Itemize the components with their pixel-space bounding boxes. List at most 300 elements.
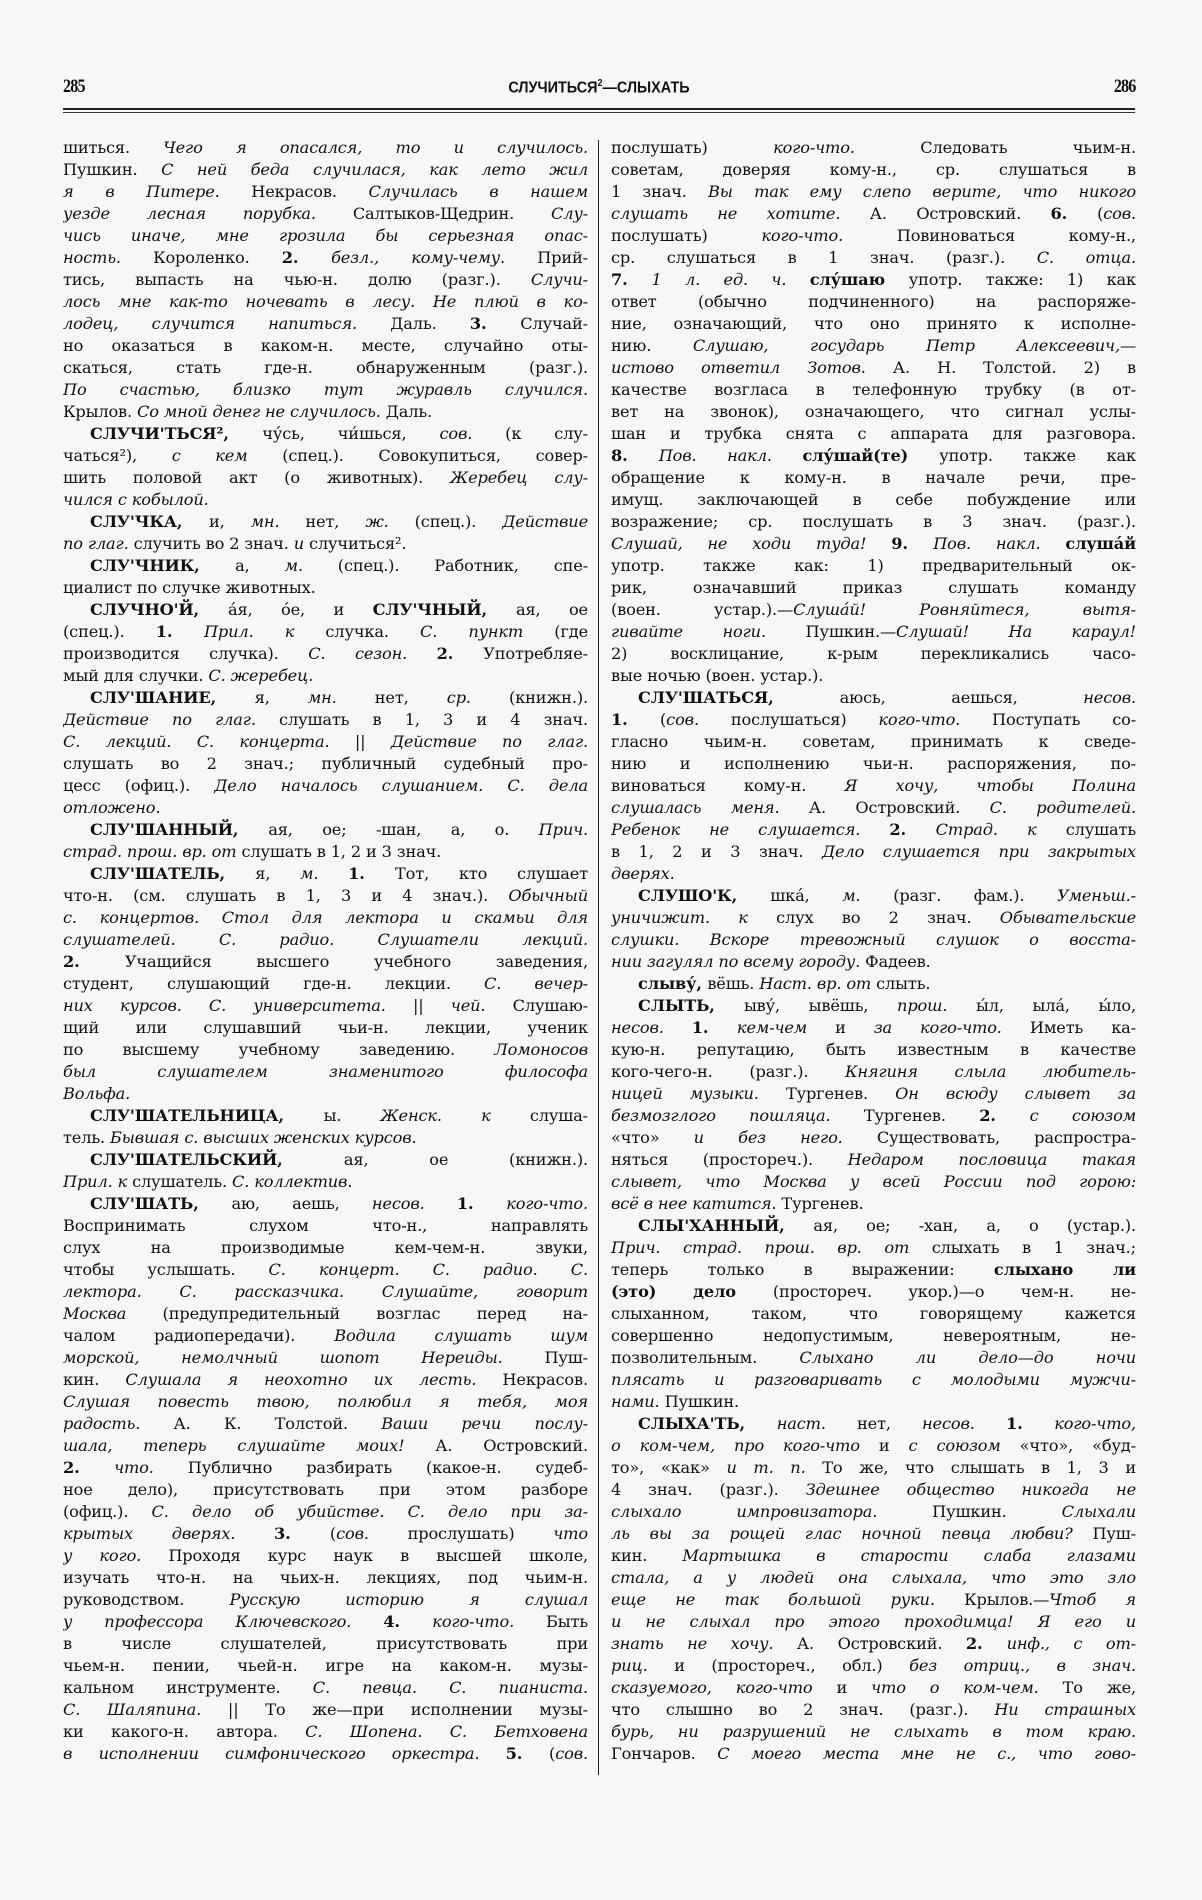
italic-text: слушалась меня.	[611, 798, 809, 817]
regular-text: А. К. Толстой.	[173, 1414, 382, 1433]
regular-text: (	[549, 1744, 556, 1763]
text-line	[63, 1369, 588, 1391]
text-line	[63, 1303, 588, 1325]
regular-text: и	[878, 1436, 909, 1455]
text-line	[611, 841, 1136, 863]
regular-text: производится случка).	[63, 644, 309, 663]
text-line	[611, 1127, 1136, 1149]
italic-text: сказуемого, кого-что	[611, 1678, 837, 1697]
regular-text: слыхать в 1 знач.;	[931, 1238, 1136, 1257]
text-line	[611, 1611, 1136, 1633]
text-line	[63, 1633, 588, 1655]
text-line	[611, 379, 1136, 401]
text-line	[63, 731, 588, 753]
regular-text: употр. также как	[939, 446, 1136, 465]
italic-text: Жеребец слу-	[450, 468, 588, 487]
regular-text: А. Н. Толстой. 2) в	[892, 358, 1136, 377]
regular-text: щий или слушавший чьи-н. лекции, ученик	[63, 1018, 588, 1037]
text-line	[63, 203, 588, 225]
italic-text: кого-что,	[1054, 1414, 1136, 1433]
italic-text: Слушай! На караул!	[896, 622, 1136, 641]
regular-text: а,	[235, 556, 285, 575]
regular-text: послушать)	[611, 226, 762, 245]
italic-text: С. отца.	[1036, 248, 1136, 267]
regular-text: А. Островский.	[435, 1436, 588, 1455]
regular-text: возражение; ср. послушать в 3 знач. (разг.).	[611, 512, 1136, 531]
regular-text: Тургенев.	[781, 1194, 864, 1213]
regular-text: А. Островский.	[869, 204, 1051, 223]
text-line	[63, 137, 588, 159]
italic-text: Прич.	[538, 820, 588, 839]
regular-text: Некрасов.	[502, 1370, 588, 1389]
regular-text: ное дело), присутствовать при этом разборе	[63, 1480, 588, 1499]
text-line	[63, 753, 588, 775]
text-line	[611, 1347, 1136, 1369]
regular-text: и	[835, 1018, 874, 1037]
text-line	[63, 1457, 588, 1479]
italic-text: сов.	[555, 1744, 588, 1763]
text-line	[63, 1347, 588, 1369]
italic-text: Слушай, не ходи туда!	[611, 534, 892, 553]
text-line	[611, 599, 1136, 621]
italic-text: и без него.	[693, 1128, 877, 1147]
text-line	[63, 1281, 588, 1303]
text-line	[63, 357, 588, 379]
text-line	[63, 1413, 588, 1435]
regular-text: (спец.). Работник, спе-	[337, 556, 588, 575]
text-line	[611, 313, 1136, 335]
headword-bold-text: СЛУ'ЧКА,	[90, 512, 209, 531]
italic-text: Он всюду слывет за	[895, 1084, 1136, 1103]
text-line	[611, 1435, 1136, 1457]
page-number-right: 286	[1113, 76, 1135, 97]
text-line	[63, 775, 588, 797]
italic-text: о ком-чем, про кого-что	[611, 1436, 879, 1455]
italic-text: у кого.	[63, 1546, 169, 1565]
text-line	[611, 1259, 1136, 1281]
regular-text: Некрасов.	[251, 182, 369, 201]
text-line	[63, 1391, 588, 1413]
italic-text: Прил. к	[203, 622, 326, 641]
headword-bold-text: 2.	[889, 820, 936, 839]
regular-text: (спец.). Совокупиться, совер-	[282, 446, 588, 465]
italic-text: сов.	[1103, 204, 1136, 223]
headword-bold-text: 9.	[891, 534, 934, 553]
regular-text: я,	[254, 688, 308, 707]
text-line	[63, 951, 588, 973]
italic-text: м.	[300, 864, 349, 883]
headword-bold-text: СЛУ'ШАТЕЛЬНИЦА,	[90, 1106, 324, 1125]
regular-text: кальном инструменте.	[63, 1678, 313, 1697]
regular-text: То же, что слышать в 1, 3 и	[822, 1458, 1136, 1477]
regular-text: слух на производимые кем-чем-н. звуки,	[63, 1238, 588, 1257]
italic-text: Слушая повесть твою, полюбил я тебя, моя	[63, 1392, 588, 1411]
italic-text: нии загулял по всему городу.	[611, 952, 866, 971]
regular-text: Учащийся высшего учебного заведения,	[124, 952, 588, 971]
text-line	[63, 1325, 588, 1347]
text-line	[611, 973, 1136, 995]
italic-text: С. коллектив.	[231, 1172, 353, 1191]
regular-text: Иметь ка-	[1029, 1018, 1136, 1037]
regular-text: (	[329, 1524, 337, 1543]
italic-text: С. Шаляпина.	[63, 1700, 228, 1719]
italic-text: и не слыхал про этого проходимца! Я его и	[611, 1612, 1136, 1631]
regular-text: я,	[255, 864, 301, 883]
text-line	[611, 1721, 1136, 1743]
headword-bold-text: СЛЫТЬ,	[638, 996, 744, 1015]
headword-bold-text: СЛУШО'К,	[638, 886, 771, 905]
italic-text: С. дело об убийстве. С. дело при за-	[151, 1502, 588, 1521]
text-line	[63, 995, 588, 1017]
regular-text: обращение к кому-н. в начале речи, пре-	[611, 468, 1136, 487]
headword-bold-text: 8.	[611, 446, 659, 465]
text-line	[611, 863, 1136, 885]
regular-text: случиться².	[309, 534, 407, 553]
text-line	[63, 445, 588, 467]
headword-bold-text: 3.	[274, 1524, 330, 1543]
text-line	[63, 225, 588, 247]
text-line	[611, 1325, 1136, 1347]
headword-bold-text: слу́шаю	[809, 270, 909, 289]
italic-text: без отриц., в знач.	[909, 1656, 1136, 1675]
column-divider	[598, 140, 599, 1775]
regular-text: тись, выпасть на чью-н. долю (разг.).	[63, 270, 531, 289]
text-line	[63, 1677, 588, 1699]
regular-text: ы́л, ыла́, ы́ло,	[975, 996, 1136, 1015]
text-line	[611, 159, 1136, 181]
italic-text: и	[293, 534, 309, 553]
text-line	[63, 1171, 588, 1193]
regular-text: Тот, кто слушает	[395, 864, 588, 883]
regular-text: А. Островский.	[808, 798, 990, 817]
italic-text: Чтоб я	[1049, 1590, 1136, 1609]
regular-text: Пушкин.—	[805, 622, 897, 641]
text-line	[63, 511, 588, 533]
regular-text: тель.	[63, 1128, 111, 1147]
text-line	[611, 929, 1136, 951]
italic-text: лось мне как-то ночевать в лесу. Не плюй в ко-	[63, 292, 588, 311]
regular-text: ы.	[323, 1106, 381, 1125]
regular-text: что слышно во 2 знач. (разг.).	[611, 1700, 995, 1719]
headword-bold-text: 2.	[979, 1106, 1030, 1125]
regular-text: в 1, 2 и 3 знач.	[611, 842, 822, 861]
page-number-left: 285	[63, 76, 85, 97]
italic-text: Случилась в нашем	[368, 182, 588, 201]
regular-text: Фадеев.	[865, 952, 931, 971]
text-line	[611, 401, 1136, 423]
text-line	[63, 335, 588, 357]
headword-bold-text: СЛУ'ШАНИЕ,	[90, 688, 255, 707]
regular-text: Даль.	[390, 314, 470, 333]
text-line	[611, 731, 1136, 753]
text-line	[611, 1215, 1136, 1237]
regular-text: То же,	[1062, 1678, 1136, 1697]
italic-text: С. вечер-	[484, 974, 588, 993]
headword-bold-text: СЛЫХА'ТЬ,	[638, 1414, 777, 1433]
text-line	[611, 1655, 1136, 1677]
regular-text: Следовать чьим-н.	[920, 138, 1136, 157]
regular-text: Крылов.—	[964, 1590, 1050, 1609]
regular-text: виноваться кому-н.	[611, 776, 845, 795]
regular-text: послушать)	[611, 138, 774, 157]
text-line	[63, 533, 588, 555]
text-line	[63, 1237, 588, 1259]
regular-text: няться (простореч.).	[611, 1150, 848, 1169]
regular-text: Проходя курс наук в высшей школе,	[168, 1546, 588, 1565]
italic-text: безл., кому-чему.	[331, 248, 538, 267]
regular-text: ответ (обычно подчиненного) на распоряже-	[611, 292, 1136, 311]
headword-bold-text: 1.	[691, 1018, 737, 1037]
regular-text: (спец.).	[414, 512, 503, 531]
text-line	[611, 1105, 1136, 1127]
italic-text: в исполнении симфонического оркестра.	[63, 1744, 506, 1763]
regular-text: ая, ое; -шан, а, о.	[268, 820, 539, 839]
italic-text: стала, а у людей она слыхала, что это зло	[611, 1568, 1136, 1587]
regular-text: нет,	[374, 688, 447, 707]
italic-text: уезде лесная порубка.	[63, 204, 353, 223]
regular-text: по высшему учебному заведению.	[63, 1040, 495, 1059]
regular-text: Пуш-	[544, 1348, 588, 1367]
italic-text: Мартышка в старости слаба глазами	[682, 1546, 1136, 1565]
regular-text: кин.	[63, 1370, 126, 1389]
headword-bold-text: 1.	[1005, 1414, 1055, 1433]
italic-text: риц.	[611, 1656, 675, 1675]
regular-text: нию.	[611, 336, 693, 355]
italic-text: Пов. накл.	[933, 534, 1066, 553]
text-line	[63, 1061, 588, 1083]
italic-text: прош.	[897, 996, 976, 1015]
text-line	[611, 1457, 1136, 1479]
left-column	[63, 137, 588, 1765]
regular-text: ки какого-н. автора.	[63, 1722, 306, 1741]
regular-text: (спец.).	[63, 622, 156, 641]
regular-text: шить половой акт (о животных).	[63, 468, 451, 487]
regular-text: и,	[208, 512, 251, 531]
regular-text: Тургенев.	[863, 1106, 980, 1125]
regular-text: ||	[412, 996, 451, 1015]
text-line	[63, 181, 588, 203]
headword-bold-text: 2.	[965, 1634, 1007, 1653]
regular-text: но оказаться в каком-н. месте, случайно оты-	[63, 336, 588, 355]
regular-text: вые ночью (воен. устар.).	[611, 666, 824, 685]
running-title-superscript: 2	[597, 78, 603, 89]
text-line	[63, 555, 588, 577]
text-line	[611, 555, 1136, 577]
italic-text: ницей музыки.	[611, 1084, 786, 1103]
text-line	[63, 709, 588, 731]
italic-text: Прил. к	[63, 1172, 133, 1191]
text-line	[63, 291, 588, 313]
headword-bold-text: СЛУ'ШАТЬСЯ,	[638, 688, 840, 707]
running-title	[117, 78, 1082, 97]
regular-text: слыть.	[876, 974, 931, 993]
regular-text: (предупредительный возглас перед на-	[162, 1304, 588, 1323]
italic-text: С. жеребец.	[208, 666, 314, 685]
text-line	[611, 643, 1136, 665]
italic-text: кого-что.	[432, 1612, 547, 1631]
italic-text: Слуша́й! Ровняйтеся, вытя-	[793, 600, 1136, 619]
regular-text: нет,	[857, 1414, 923, 1433]
italic-text: кого-что.	[506, 1194, 588, 1213]
regular-text: ср. слушаться в 1 знач. (разг.).	[611, 248, 1037, 267]
text-line	[611, 335, 1136, 357]
headword-bold-text: 1.	[456, 1194, 507, 1213]
text-line	[611, 951, 1136, 973]
headword-bold-text: СЛЫ'ХАННЫЙ,	[638, 1216, 814, 1235]
regular-text: чу́сь, чи́шься,	[262, 424, 440, 443]
text-line	[63, 247, 588, 269]
italic-text: несов.	[1083, 688, 1136, 707]
text-line	[63, 973, 588, 995]
headword-bold-text: СЛУЧНО'Й,	[90, 600, 228, 619]
italic-text: у профессора Ключевского.	[63, 1612, 384, 1631]
regular-text: изучать что-н. на чьих-н. лекциях, под чьим-н.	[63, 1568, 588, 1587]
text-line	[611, 225, 1136, 247]
regular-text: (офиц.).	[63, 1502, 152, 1521]
regular-text: случка.	[325, 622, 420, 641]
italic-text: них курсов. С. университета.	[63, 996, 413, 1015]
italic-text: Со мной денег не случилось.	[137, 402, 386, 421]
regular-text: || То же—при исполнении музы-	[227, 1700, 588, 1719]
italic-text: нами.	[611, 1392, 665, 1411]
text-line	[63, 1193, 588, 1215]
italic-text: Здешнее общество никогда не	[805, 1480, 1136, 1499]
italic-text: Слу-	[551, 204, 588, 223]
italic-text: кем-чем	[736, 1018, 836, 1037]
italic-text: ср.	[446, 688, 510, 707]
running-title-start: СЛУЧИТЬСЯ	[508, 79, 598, 97]
italic-text: ность.	[63, 248, 154, 267]
text-line	[63, 885, 588, 907]
headword-bold-text: слу́шай(те)	[802, 446, 940, 465]
regular-text: кин.	[611, 1546, 683, 1565]
text-line	[611, 1083, 1136, 1105]
regular-text: Короленко.	[153, 248, 282, 267]
headword-bold-text: СЛУ'ШАТЕЛЬСКИЙ,	[90, 1150, 344, 1169]
regular-text: слушать во 2 знач.; публичный судебный про-	[63, 754, 588, 773]
text-line	[63, 1479, 588, 1501]
text-line	[611, 1633, 1136, 1655]
regular-text: Прий-	[537, 248, 588, 267]
italic-text: чился с кобылой.	[63, 490, 209, 509]
headword-bold-text: 7.	[611, 270, 652, 289]
text-line	[611, 357, 1136, 379]
regular-text: Гончаров.	[611, 1744, 718, 1763]
regular-text: употр. также как: 1) предварительный ок-	[611, 556, 1136, 575]
regular-text: цесс (офиц.).	[63, 776, 215, 795]
headword-bold-text: 3.	[469, 314, 521, 333]
regular-text: (	[659, 710, 667, 729]
regular-text: (простореч. укор.)—о чем-н. не-	[772, 1282, 1136, 1301]
italic-text: По счастью, близко тут журавль случился.	[63, 380, 588, 399]
italic-text: Ваши речи послу-	[381, 1414, 588, 1433]
headword-bold-text: 5.	[505, 1744, 550, 1763]
headword-bold-text: СЛУЧИ'ТЬСЯ²,	[90, 424, 263, 443]
text-line	[63, 489, 588, 511]
text-line	[611, 1523, 1136, 1545]
italic-text: несов.	[611, 1018, 692, 1037]
italic-text: кого-что.	[773, 138, 921, 157]
regular-text: Публично разбирать (какое-н. судеб-	[187, 1458, 588, 1477]
text-line	[63, 1127, 588, 1149]
text-line	[63, 1259, 588, 1281]
italic-text: я в Питере.	[63, 182, 252, 201]
regular-text: аю, аешь,	[231, 1194, 372, 1213]
italic-text: был слушателем знаменитого философа	[63, 1062, 588, 1081]
italic-text: Слыхали	[1061, 1502, 1136, 1521]
italic-text: Обычный	[508, 886, 588, 905]
regular-text: что-н. (см. слушать в 1, 3 и 4 знач.).	[63, 886, 509, 905]
italic-text: ж.	[365, 512, 415, 531]
headword-bold-text: СЛУ'ШАННЫЙ,	[90, 820, 269, 839]
italic-text: Обывательские	[999, 908, 1136, 927]
regular-text: позволительным.	[611, 1348, 800, 1367]
text-line	[611, 797, 1136, 819]
italic-text: Случи-	[530, 270, 588, 289]
regular-text: Слушаю-	[512, 996, 588, 1015]
italic-text: Действие по глаг.	[63, 710, 280, 729]
italic-text: отложено.	[63, 798, 161, 817]
regular-text: прослушать)	[407, 1524, 554, 1543]
regular-text: ая, ое (книжн.).	[343, 1150, 588, 1169]
text-line	[611, 1677, 1136, 1699]
headword-bold-text: СЛУ'ЧНЫЙ,	[372, 600, 516, 619]
text-line	[63, 577, 588, 599]
text-line	[611, 137, 1136, 159]
headword-bold-text: 2.	[436, 644, 484, 663]
regular-text: слуша-	[529, 1106, 588, 1125]
right-column	[611, 137, 1136, 1765]
italic-text: С. сезон.	[308, 644, 437, 663]
regular-text: чтобы услышать.	[63, 1260, 269, 1279]
headword-bold-text: 2.	[281, 248, 332, 267]
text-line	[63, 1017, 588, 1039]
regular-text: мый для случки.	[63, 666, 209, 685]
italic-text: что.	[114, 1458, 188, 1477]
regular-text: слушать	[1065, 820, 1136, 839]
regular-text: чьем-н. пении, чьей-н. игре на каком-н. музы-	[63, 1656, 588, 1675]
italic-text: за кого-что.	[873, 1018, 1030, 1037]
regular-text: Пуш-	[1092, 1524, 1136, 1543]
italic-text: чей.	[450, 996, 513, 1015]
headword-bold-text: 6.	[1050, 204, 1098, 223]
regular-text: Тургенев.	[785, 1084, 896, 1103]
text-line	[63, 1567, 588, 1589]
regular-text: рик, означавший приказ слушать команду	[611, 578, 1136, 597]
italic-text: Ни страшных	[994, 1700, 1136, 1719]
italic-text: Вольфа.	[63, 1084, 131, 1103]
regular-text: Крылов.	[63, 402, 138, 421]
regular-text: и (простореч., обл.)	[674, 1656, 910, 1675]
italic-text: с союзом	[908, 1436, 1020, 1455]
text-line	[611, 1171, 1136, 1193]
text-line	[63, 863, 588, 885]
regular-text: Пушкин.	[664, 1392, 740, 1411]
text-line	[611, 1545, 1136, 1567]
regular-text: ая, ое	[515, 600, 588, 619]
regular-text: 4 знач. (разг.).	[611, 1480, 806, 1499]
italic-text: Действие по глаг.	[390, 732, 588, 751]
text-line	[611, 1061, 1136, 1083]
italic-text: истово ответил Зотов.	[611, 358, 893, 377]
italic-text: Слушаю, государь Петр Алексеевич,—	[692, 336, 1136, 355]
regular-text: Пушкин.	[932, 1502, 1062, 1521]
italic-text: С ней беда случилася, как лето жил	[161, 160, 588, 179]
text-line	[611, 819, 1136, 841]
italic-text: по глаг.	[63, 534, 134, 553]
italic-text: всё в нее катится.	[611, 1194, 782, 1213]
italic-text: Дело слушается при закрытых	[821, 842, 1136, 861]
